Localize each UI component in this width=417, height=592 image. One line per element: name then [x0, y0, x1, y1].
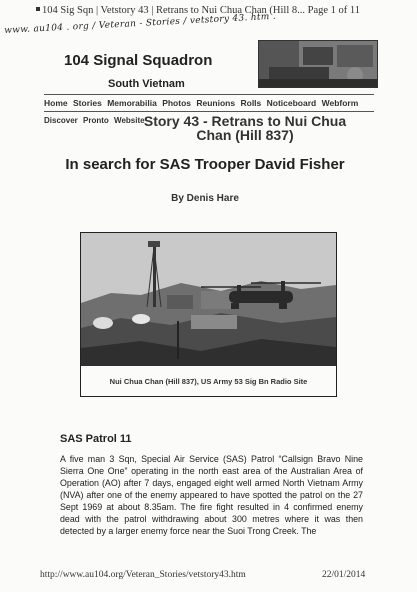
- site-title: 104 Signal Squadron: [64, 52, 213, 69]
- photo-caption: Nui Chua Chan (Hill 837), US Army 53 Sig Bn Radio Site: [109, 377, 308, 386]
- nav-item-webform[interactable]: Webform: [321, 98, 359, 108]
- main-nav: [44, 94, 374, 112]
- story-title: Story 43 - Retrans to Nui Chua Chan (Hill 837): [143, 113, 347, 143]
- nav-item-rolls[interactable]: Rolls: [240, 98, 262, 108]
- nav-item-discover[interactable]: Discover: [44, 116, 78, 125]
- nav-item-pronto[interactable]: Pronto: [83, 116, 109, 125]
- nav-item-stories[interactable]: Stories: [73, 98, 102, 108]
- radio-room-photo-icon: [259, 41, 377, 87]
- section-heading: SAS Patrol 11: [60, 433, 132, 445]
- headline: In search for SAS Trooper David Fisher: [65, 156, 345, 173]
- byline: By Denis Hare: [171, 193, 239, 204]
- body-paragraph: A five man 3 Sqn, Special Air Service (SAS) Patrol “Callsign Bravo Nine Sierra One One” operating in the north east area of the Australian Area of Operation (AO) after 7 days, engaged eight well armed North Vietnam Army (NVA) after one of the enemy appeared to have spotted the patrol on the 27 Sept 1969 at about 8.35am. The fire fight resulted in 4 confirmed enemy dead with the patrol withdrawing about 300 metres where it was then detected by a larger enemy force near the Suoi Trong Creek. The: [60, 454, 363, 536]
- nav-item-home[interactable]: Home: [44, 98, 68, 108]
- print-header: [36, 5, 360, 16]
- nav-item-website[interactable]: Website: [114, 116, 145, 125]
- footer-url: http://www.au104.org/Veteran_Stories/vetstory43.htm: [40, 570, 246, 580]
- nav-item-reunions[interactable]: Reunions: [196, 98, 236, 108]
- hilltop-photo: [80, 232, 337, 368]
- site-subtitle: South Vietnam: [108, 78, 185, 90]
- footer-date: 22/01/2014: [322, 570, 366, 580]
- nav-item-noticeboard[interactable]: Noticeboard: [266, 98, 317, 108]
- photo-caption-box: [80, 366, 337, 397]
- print-header-text: 104 Sig Sqn | Vetstory 43 | Retrans to Nui Chua Chan (Hill 8... Page 1 of 11: [42, 5, 361, 16]
- nav-item-photos[interactable]: Photos: [162, 98, 191, 108]
- bullet-icon: [36, 7, 40, 11]
- handwritten-url-note: www. au104 . org / Veteran - Stories / vetstory 43. htm .: [4, 11, 277, 36]
- header-photo: [258, 40, 378, 88]
- hilltop-helicopter-photo-icon: [81, 233, 336, 367]
- nav-item-memorabilia[interactable]: Memorabilia: [107, 98, 157, 108]
